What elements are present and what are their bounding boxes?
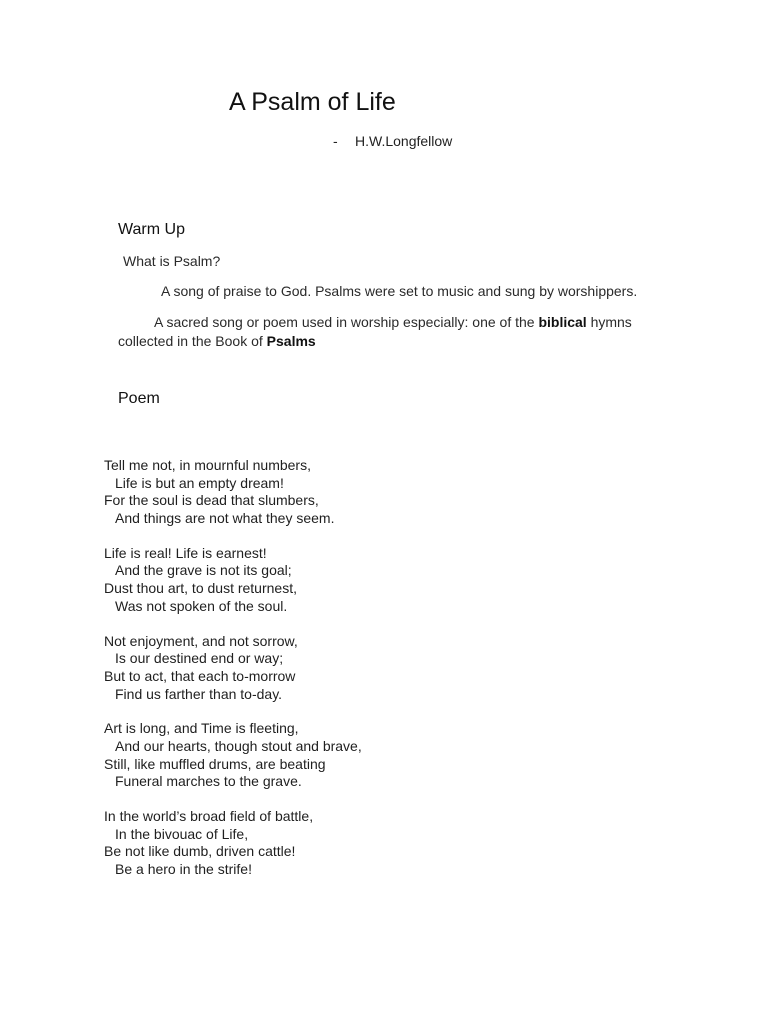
definition-2-bold-biblical: biblical (538, 314, 587, 330)
poem-line: But to act, that each to-morrow (104, 667, 296, 684)
poem-line: For the soul is dead that slumbers, (104, 492, 319, 509)
author-name: H.W.Longfellow (355, 133, 453, 149)
poem-line: In the bivouac of Life, (115, 825, 249, 842)
poem-line: Tell me not, in mournful numbers, (104, 457, 311, 473)
author-line (333, 133, 452, 149)
poem-line: Be a hero in the strife! (115, 861, 252, 878)
poem-line: Is our destined end or way; (115, 650, 284, 667)
poem-stanza-3 (104, 633, 362, 704)
warm-up-heading: Warm Up (118, 221, 185, 238)
definition-2-text-c: collected in the Book of (118, 333, 267, 349)
poem-line: Art is long, and Time is fleeting, (104, 720, 299, 737)
poem-line: Dust thou art, to dust returnest, (104, 580, 297, 597)
definition-2-text-a: A sacred song or poem used in worship especially: one of the (154, 314, 539, 330)
poem-heading: Poem (118, 390, 160, 407)
poem-line: Life is but an empty dream! (115, 474, 284, 491)
poem-stanza-4 (104, 720, 362, 791)
poem-line: Funeral marches to the grave. (115, 773, 302, 790)
poem-line: Life is real! Life is earnest! (104, 544, 267, 561)
warm-up-question: What is Psalm? (123, 253, 221, 269)
document-title: A Psalm of Life (229, 88, 396, 116)
poem-stanza-2 (104, 545, 362, 616)
poem-line: And the grave is not its goal; (115, 562, 292, 579)
definition-2-text-b: hymns (586, 314, 632, 330)
poem-body (104, 457, 362, 896)
poem-line: Was not spoken of the soul. (115, 597, 288, 614)
poem-line: Still, like muffled drums, are beating (104, 755, 326, 772)
poem-line: In the world’s broad field of battle, (104, 808, 314, 824)
poem-line: And our hearts, though stout and brave, (115, 737, 362, 754)
definition-2-bold-psalms: Psalms (266, 333, 316, 349)
psalm-definition-2 (118, 313, 632, 351)
poem-stanza-5 (104, 808, 362, 879)
poem-line: Not enjoyment, and not sorrow, (104, 632, 298, 649)
poem-line: Be not like dumb, driven cattle! (104, 843, 296, 860)
poem-line: Find us farther than to-day. (115, 685, 283, 702)
psalm-definition-1: A song of praise to God. Psalms were set to music and sung by worshippers. (161, 283, 638, 299)
poem-line: And things are not what they seem. (115, 510, 335, 527)
poem-stanza-1 (104, 457, 362, 528)
author-dash: - (333, 133, 338, 149)
definition-2-line-1 (118, 313, 632, 332)
definition-2-line-2 (118, 332, 632, 351)
